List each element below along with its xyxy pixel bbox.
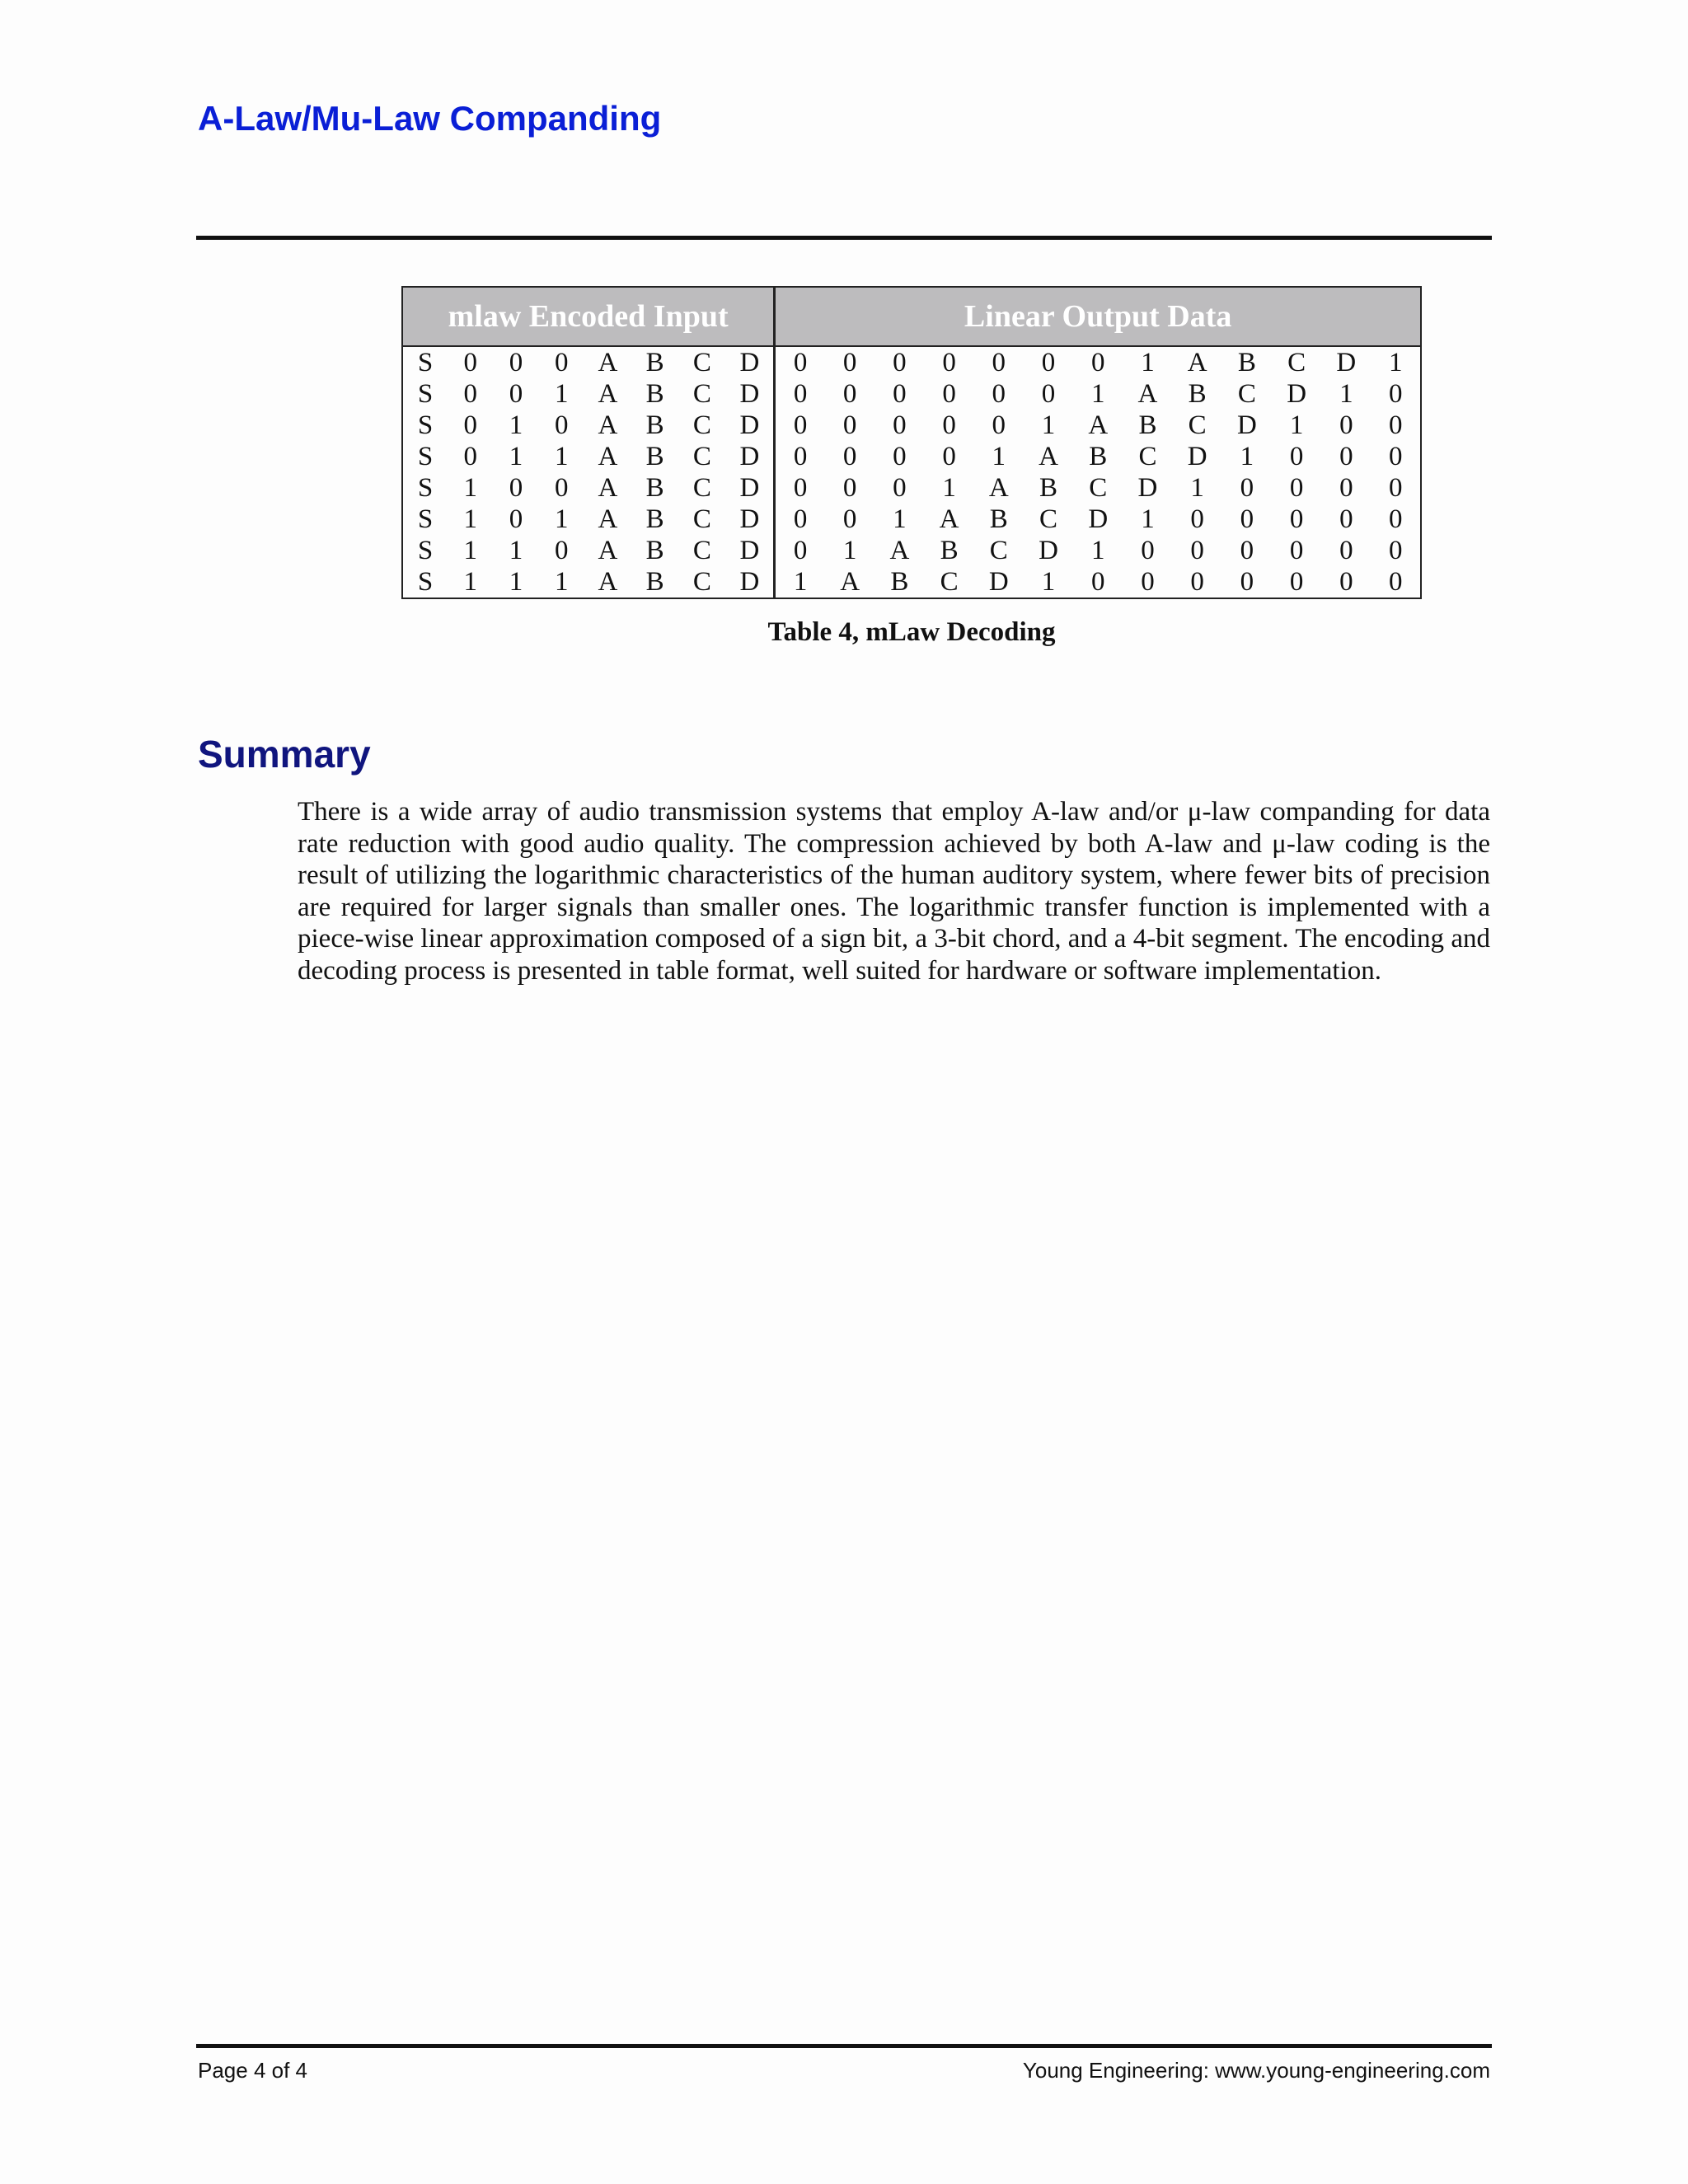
input-bit-cell: 1 xyxy=(509,567,523,597)
output-bit-cell: B xyxy=(1039,473,1058,503)
output-bit-cell: 0 xyxy=(1240,473,1254,503)
input-bit-cell: A xyxy=(598,504,618,534)
input-bit-cell: D xyxy=(725,346,774,378)
input-bit-cell: 1 xyxy=(554,379,569,409)
output-bit-cell: 1 xyxy=(893,504,907,534)
input-bit-cell: 1 xyxy=(509,410,523,440)
output-bit-cell: B xyxy=(989,504,1008,534)
output-bit-cell: D xyxy=(1137,473,1158,503)
header-rule xyxy=(196,236,1492,240)
output-bit-cell: 1 xyxy=(1289,410,1304,440)
output-bit-cell: 0 xyxy=(1388,504,1403,534)
input-bit-cell: C xyxy=(692,536,711,565)
output-bit-cell: 0 xyxy=(1339,504,1353,534)
output-bit-cell: A xyxy=(840,567,860,597)
output-bit-cell: 0 xyxy=(942,442,956,471)
company-credit: Young Engineering: www.young-engineering.com xyxy=(1022,2058,1490,2083)
output-bit-cell: 0 xyxy=(1289,567,1304,597)
input-bit-cell: 0 xyxy=(463,442,478,471)
input-bit-cell: 1 xyxy=(554,504,569,534)
input-bit-cell: 0 xyxy=(554,410,569,440)
input-bit-cell: S xyxy=(417,567,434,597)
output-bit-cell: C xyxy=(940,567,959,597)
input-bit-cell: 1 xyxy=(463,567,478,597)
input-bit-cell: 0 xyxy=(509,504,523,534)
output-bit-cell: 0 xyxy=(793,348,808,377)
input-bit-cell: B xyxy=(645,536,664,565)
output-bit-cell: 0 xyxy=(942,379,956,409)
output-bit-cell: 0 xyxy=(842,504,857,534)
output-bit-cell: 0 xyxy=(793,442,808,471)
output-bit-cell: 1 xyxy=(1041,567,1056,597)
output-bit-cell: 0 xyxy=(1388,473,1403,503)
output-bit-cell: 1 xyxy=(1240,442,1254,471)
output-bit-cell: 1 xyxy=(1339,379,1353,409)
input-bit-cell: C xyxy=(692,348,711,377)
output-bit-cell: 0 xyxy=(1041,348,1056,377)
table-row xyxy=(402,410,1421,441)
output-bit-cell: 0 xyxy=(992,348,1006,377)
output-bit-cell: B xyxy=(1237,348,1256,377)
table-body xyxy=(402,346,1421,598)
input-bit-cell: 1 xyxy=(554,442,569,471)
input-bit-cell: A xyxy=(598,536,618,565)
output-bit-cell: C xyxy=(1237,379,1256,409)
output-bit-cell: 1 xyxy=(1141,504,1155,534)
output-bit-cell: 0 xyxy=(793,536,808,565)
output-bit-cell: 0 xyxy=(1190,504,1204,534)
output-bit-cell: C xyxy=(1089,473,1108,503)
output-bit-cell: 1 xyxy=(1041,410,1056,440)
output-bit-cell: C xyxy=(1287,348,1306,377)
output-bit-cell: D xyxy=(1088,504,1109,534)
output-bit-cell: 0 xyxy=(842,473,857,503)
input-bit-cell: 1 xyxy=(463,504,478,534)
input-bit-cell: 1 xyxy=(463,473,478,503)
input-bit-cell: A xyxy=(598,348,618,377)
input-bit-cell: S xyxy=(417,442,434,471)
table-row xyxy=(402,504,1421,535)
output-bit-cell: 0 xyxy=(1141,567,1155,597)
input-bit-cell: C xyxy=(692,442,711,471)
input-bit-cell: C xyxy=(692,410,711,440)
output-bit-cell: D xyxy=(1039,536,1058,565)
input-bit-cell: D xyxy=(725,535,774,566)
output-bit-cell: 0 xyxy=(1388,410,1403,440)
output-bit-cell: 1 xyxy=(1141,348,1155,377)
output-bit-cell: 0 xyxy=(842,410,857,440)
output-bit-cell: A xyxy=(889,536,910,565)
output-bit-cell: A xyxy=(1137,379,1158,409)
input-bit-cell: A xyxy=(598,442,618,471)
output-bit-cell: 0 xyxy=(1388,536,1403,565)
input-bit-cell: B xyxy=(645,473,664,503)
output-bit-cell: 0 xyxy=(1041,379,1056,409)
input-bit-cell: D xyxy=(725,441,774,472)
output-bit-cell: D xyxy=(1287,379,1307,409)
output-bit-cell: 0 xyxy=(893,410,907,440)
table-header-row xyxy=(402,287,1421,346)
output-bit-cell: C xyxy=(989,536,1008,565)
output-bit-cell: 1 xyxy=(793,567,808,597)
output-bit-cell: C xyxy=(1039,504,1058,534)
output-bit-cell: C xyxy=(1188,410,1207,440)
output-column-header: Linear Output Data xyxy=(775,287,1421,346)
footer-rule xyxy=(196,2044,1492,2048)
output-bit-cell: A xyxy=(1088,410,1109,440)
output-bit-cell: 0 xyxy=(1339,410,1353,440)
input-bit-cell: S xyxy=(417,504,434,534)
output-bit-cell: 1 xyxy=(842,536,857,565)
input-bit-cell: D xyxy=(725,472,774,504)
output-bit-cell: 0 xyxy=(1289,504,1304,534)
input-bit-cell: C xyxy=(692,504,711,534)
output-bit-cell: B xyxy=(1188,379,1207,409)
table-row xyxy=(402,472,1421,504)
output-bit-cell: 0 xyxy=(1240,567,1254,597)
input-bit-cell: B xyxy=(645,348,664,377)
output-bit-cell: 0 xyxy=(793,410,808,440)
output-bit-cell: 0 xyxy=(842,442,857,471)
output-bit-cell: D xyxy=(1187,442,1207,471)
table-caption: Table 4, mLaw Decoding xyxy=(767,617,1056,647)
output-bit-cell: D xyxy=(988,567,1009,597)
output-bit-cell: 0 xyxy=(1339,442,1353,471)
output-bit-cell: 0 xyxy=(893,442,907,471)
table-row xyxy=(402,378,1421,410)
output-bit-cell: 0 xyxy=(842,348,857,377)
output-bit-cell: A xyxy=(1039,442,1058,471)
input-bit-cell: 0 xyxy=(554,536,569,565)
input-bit-cell: 1 xyxy=(554,567,569,597)
input-bit-cell: D xyxy=(725,410,774,441)
output-bit-cell: 0 xyxy=(1388,379,1403,409)
input-bit-cell: 0 xyxy=(463,348,478,377)
output-bit-cell: 0 xyxy=(793,379,808,409)
output-bit-cell: 0 xyxy=(893,348,907,377)
output-bit-cell: 0 xyxy=(1190,536,1204,565)
output-bit-cell: B xyxy=(940,536,959,565)
output-bit-cell: 1 xyxy=(1090,379,1105,409)
input-column-header: mlaw Encoded Input xyxy=(402,287,775,346)
input-bit-cell: A xyxy=(598,379,618,409)
output-bit-cell: B xyxy=(890,567,909,597)
output-bit-cell: C xyxy=(1138,442,1157,471)
output-bit-cell: A xyxy=(1187,348,1207,377)
input-bit-cell: S xyxy=(417,410,434,440)
output-bit-cell: 0 xyxy=(893,473,907,503)
output-bit-cell: A xyxy=(939,504,959,534)
table-row xyxy=(402,346,1421,378)
output-bit-cell: 0 xyxy=(1141,536,1155,565)
input-bit-cell: A xyxy=(598,567,618,597)
input-bit-cell: B xyxy=(645,410,664,440)
output-bit-cell: 0 xyxy=(1388,567,1403,597)
output-bit-cell: 0 xyxy=(1190,567,1204,597)
input-bit-cell: C xyxy=(692,473,711,503)
input-bit-cell: 0 xyxy=(463,379,478,409)
output-bit-cell: 0 xyxy=(1240,504,1254,534)
output-bit-cell: 0 xyxy=(1339,536,1353,565)
input-bit-cell: 0 xyxy=(554,348,569,377)
input-bit-cell: B xyxy=(645,504,664,534)
output-bit-cell: 0 xyxy=(1240,536,1254,565)
output-bit-cell: A xyxy=(988,473,1009,503)
output-bit-cell: D xyxy=(1336,348,1357,377)
output-bit-cell: 0 xyxy=(1339,473,1353,503)
output-bit-cell: 0 xyxy=(1339,567,1353,597)
input-bit-cell: B xyxy=(645,379,664,409)
table-row xyxy=(402,441,1421,472)
output-bit-cell: B xyxy=(1138,410,1157,440)
output-bit-cell: 1 xyxy=(1190,473,1204,503)
output-bit-cell: 1 xyxy=(992,442,1006,471)
input-bit-cell: D xyxy=(725,504,774,535)
output-bit-cell: 0 xyxy=(1289,536,1304,565)
output-bit-cell: 0 xyxy=(942,410,956,440)
input-bit-cell: 0 xyxy=(509,379,523,409)
input-bit-cell: D xyxy=(725,566,774,598)
output-bit-cell: 1 xyxy=(1090,536,1105,565)
table-row xyxy=(402,535,1421,566)
input-bit-cell: 0 xyxy=(554,473,569,503)
input-bit-cell: 1 xyxy=(509,442,523,471)
output-bit-cell: 0 xyxy=(1289,442,1304,471)
output-bit-cell: 0 xyxy=(1090,348,1105,377)
page-number: Page 4 of 4 xyxy=(198,2058,307,2083)
input-bit-cell: D xyxy=(725,378,774,410)
table-row xyxy=(402,566,1421,598)
output-bit-cell: 0 xyxy=(893,379,907,409)
input-bit-cell: A xyxy=(598,410,618,440)
input-bit-cell: 0 xyxy=(509,348,523,377)
output-bit-cell: 0 xyxy=(992,379,1006,409)
document-title: A-Law/Mu-Law Companding xyxy=(198,99,662,138)
input-bit-cell: S xyxy=(417,348,434,377)
output-bit-cell: 0 xyxy=(1090,567,1105,597)
input-bit-cell: S xyxy=(417,379,434,409)
input-bit-cell: 0 xyxy=(463,410,478,440)
input-bit-cell: 1 xyxy=(463,536,478,565)
input-bit-cell: S xyxy=(417,536,434,565)
mulaw-decoding-table xyxy=(401,286,1422,599)
input-bit-cell: S xyxy=(417,473,434,503)
input-bit-cell: B xyxy=(645,442,664,471)
output-bit-cell: 0 xyxy=(842,379,857,409)
input-bit-cell: A xyxy=(598,473,618,503)
summary-paragraph: There is a wide array of audio transmission systems that employ A-law and/or μ-law companding for data rate reduction with good audio quality. The compression achieved by both A-law and μ-law coding is the result of utilizing the logarithmic characteristics of the human auditory system, where fewer bits of precision are required for larger signals than smaller ones. The logarithmic transfer function is implemented with a piece-wise linear approximation composed of a sign bit, a 3-bit chord, and a 4-bit segment. The encoding and decoding process is presented in table format, well suited for hardware or software implementation. xyxy=(298,797,1490,986)
output-bit-cell: 0 xyxy=(793,504,808,534)
output-bit-cell: 0 xyxy=(1388,442,1403,471)
summary-heading: Summary xyxy=(198,733,371,776)
output-bit-cell: 0 xyxy=(793,473,808,503)
output-bit-cell: B xyxy=(1089,442,1108,471)
input-bit-cell: C xyxy=(692,567,711,597)
output-bit-cell: 0 xyxy=(992,410,1006,440)
output-bit-cell: 1 xyxy=(1388,348,1403,377)
output-bit-cell: 0 xyxy=(1289,473,1304,503)
output-bit-cell: 0 xyxy=(942,348,956,377)
input-bit-cell: B xyxy=(645,567,664,597)
input-bit-cell: 0 xyxy=(509,473,523,503)
input-bit-cell: 1 xyxy=(509,536,523,565)
output-bit-cell: 1 xyxy=(942,473,956,503)
input-bit-cell: C xyxy=(692,379,711,409)
output-bit-cell: D xyxy=(1236,410,1257,440)
